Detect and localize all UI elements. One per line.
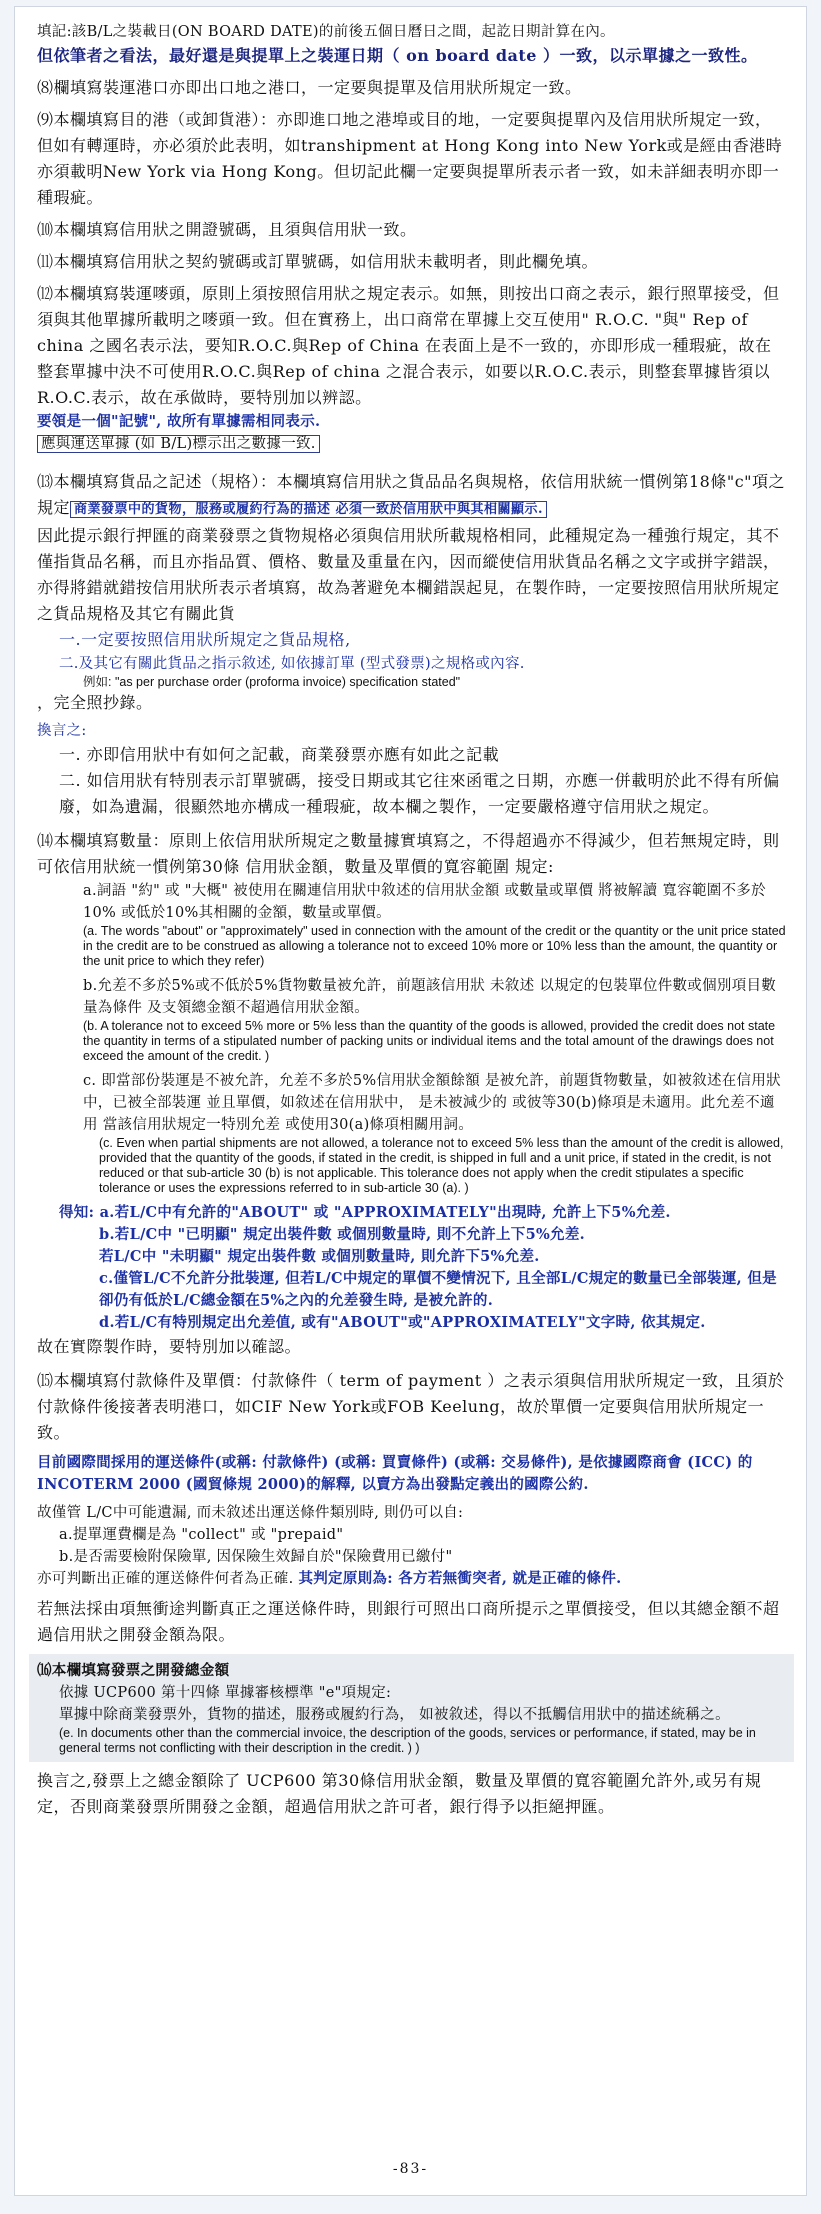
section-13-rule-quote: 商業發票中的貨物，服務或履約行為的描述 必須一致於信用狀中與其相關顯示. [70,501,547,518]
page-number: -83- [392,2161,429,2177]
section-14-end: 故在實際製作時，要特別加以確認。 [37,1337,302,1356]
section-13-list-1: 一.一定要按照信用狀所規定之貨品規格, [59,630,351,649]
section-15-principle: 其判定原則為: 各方若無衝突者, 就是正確的條件. [298,1570,622,1587]
section-13-list-2: 二.及其它有關此貨品之指示敘述, 如依據訂單 (型式發票)之規格或內容. [59,656,525,672]
section-13-heading: 換言之: [37,723,87,739]
section-16: ⒃本欄填寫發票之開發總金額 [37,1662,230,1679]
section-14-a-english: (a. The words "about" or "approximately" used in connection with the amount of the credit or the quantity or the unit price stated in the credit are to be construed as allowing a tolerance not to exceed 10% more or 10% less than the amount, the quantity or the unit price to which they refer) [83,924,786,968]
section-14-b: b.允差不多於5%或不低於5%貨物數量被允許，前題該信用狀 未敘述 以規定的包裝單位件數或個別項目數量為條件 及支領總金額不超過信用狀金額。 [83,978,777,1016]
section-14: ⒁本欄填寫數量：原則上依信用狀所規定之數量據實填寫之，不得超過亦不得減少，但若無規定時，則可依信用狀統一慣例第30條 信用狀金額，數量及單價的寬容範圍 規定: [37,831,780,876]
section-15-end: 若無法採由項無衝途判斷真正之運送條件時，則銀行可照出口商所提示之單價接受，但以其總金額不超過信用狀之開發金額為限。 [37,1599,780,1644]
intro-paragraph-2: 但依筆者之看法，最好還是與提單上之裝運日期（ on board date ）一致，以示單據之一致性。 [37,46,758,65]
section-10: ⑽本欄填寫信用狀之開證號碼，且須與信用狀一致。 [37,220,417,239]
section-8: ⑻欄填寫裝運港口亦即出口地之港口，一定要與提單及信用狀所規定一致。 [37,78,582,97]
intro-paragraph-1: 填記:該B/L之裝載日(ON BOARD DATE)的前後五個日曆日之間，起訖日期計算在內。 [37,24,615,40]
section-15-fallback-a: a.提單運費欄是為 "collect" 或 "prepaid" [59,1527,344,1543]
section-9: ⑼本欄填寫目的港（或卸貨港）：亦即進口地之港埠或目的地，一定要與提單內及信用狀所規定一致，但如有轉運時，亦必須於此表明，如transhipment at Hong Kong into New York或是經由香港時亦須載明New York via Hong Kong。但切記此欄一定要與提單所表示者一致，如未詳細表明亦即一種瑕疵。 [37,110,783,207]
section-16-rule-text: 單據中除商業發票外，貨物的描述，服務或履約行為， 如被敘述，得以不抵觸信用狀中的描述統稱之。 [59,1707,730,1723]
section-15-judgement: 亦可判斷出正確的運送條件何者為正確. [37,1571,294,1587]
section-13 [37,469,786,523]
section-14-b-english: (b. A tolerance not to exceed 5% more or 5% less than the quantity of the goods is allowed, provided the credit does not state the quantity in terms of a stipulated number of packing units or individual items and the total amount of the drawings does not exceed the amount of the credit. ) [83,1019,776,1063]
document-page [14,6,807,2196]
section-14-conclusion-b2: 若L/C中 "未明顯" 規定出裝件數 或個別數量時, 則允許下5%允差. [99,1248,540,1265]
section-11: ⑾本欄填寫信用狀之契約號碼或訂單號碼，如信用狀未載明者，則此欄免填。 [37,252,599,271]
section-15: ⒂本欄填寫付款條件及單價：付款條件（ term of payment ）之表示須與信用狀所規定一致，且須於付款條件後接著表明港口，如CIF New York或FOB Keelung，故於單價一定要與信用狀所規定一致。 [37,1371,785,1442]
section-16-ucp-rule: 依據 UCP600 第十四條 單據審核標準 "e"項規定: [59,1685,392,1701]
section-14-conclusion-a: 得知: a.若L/C中有允許的"ABOUT" 或 "APPROXIMATELY"出現時, 允許上下5%允差. [59,1204,671,1221]
section-15-fallback-b: b.是否需要檢附保險單, 因保險生效歸自於"保險費用已繳付" [59,1549,453,1565]
section-14-a: a.詞語 "約" 或 "大概" 被使用在關連信用狀中敘述的信用狀金額 或數量或單價 將被解讀 寬容範圍不多於10% 或低於10%其相關的金額，數量或單價。 [83,883,766,921]
section-13-point-1: 一. 亦即信用狀中有如何之記載，商業發票亦應有如此之記載 [59,745,500,764]
section-12: ⑿本欄填寫裝運嘜頭，原則上須按照信用狀之規定表示。如無，則按出口商之表示，銀行照單接受，但須與其他單據所載明之嘜頭一致。但在實務上，出口商常在單據上交互使用" R.O.C. "與" Rep of china 之國名表示法，要知R.O.C.與Rep of China 在表面上是不一致的，亦即形成一種瑕疵，故在整套單據中決不可使用R.O.C.與Rep of china 之混合表示，如要以R.O.C.表示，則整套單據皆須以R.O.C.表示，故在承做時，要特別加以辨認。 [37,284,780,407]
section-15-fallback: 故僅管 L/C中可能遺漏, 而未敘述出運送條件類別時, 則仍可以自: [37,1505,464,1521]
section-14-c: c. 即當部份裝運是不被允許，允差不多於5%信用狀金額餘額 是被允許，前題貨物數量，如被敘述在信用狀中，已被全部裝運 並且單價，如敘述在信用狀中， 是未被減少的 或彼等30(b)條項是未適用。此允差不適用 當該信用狀規定一特別允差 或使用30(a)條項相關用詞。 [83,1073,781,1133]
section-16-block [29,1654,794,1762]
section-14-c-english: (c. Even when partial shipments are not allowed, a tolerance not to exceed 5% less than the amount of the credit is allowed, provided that the quantity of the goods, if stated in the credit, is shipped in full and a unit price, if stated in the credit, is not reduced or that sub-article 30 (b) is not applicable. This tolerance does not apply when the credit stipulates a specific tolerance or uses the expressions referred to in sub-article 30 (a). ) [99,1136,784,1195]
section-14-conclusion-d: d.若L/C有特別規定出允差值, 或有"ABOUT"或"APPROXIMATELY"文字時, 依其規定. [99,1314,706,1331]
section-13-full-copy: ，完全照抄錄。 [37,693,153,712]
section-16-english: (e. In documents other than the commercial invoice, the description of the goods, services or performance, if stated, may be in general terms not conflicting with their description in the credit. ) ) [59,1726,756,1755]
section-12-note-1: 要領是一個"記號", 故所有單據需相同表示. [37,413,321,430]
section-13-lead: ⒀本欄填寫貨品之記述（規格）：本欄填寫信用狀之貨品品名與規格，依信用狀統一慣例第18條"c"項之規定 [37,472,786,517]
section-14-conclusion-b1: b.若L/C中 "已明顯" 規定出裝件數 或個別數量時, 則不允許上下5%允差. [99,1226,585,1243]
section-14-conclusion-c: c.僅管L/C不允許分批裝運, 但若L/C中規定的單價不變情況下, 且全部L/C規定的數量已全部裝運, 但是卻仍有低於L/C總金額在5%之內的允差發生時, 是被允許的. [99,1270,777,1309]
section-15-incoterms: 目前國際間採用的運送條件(或稱: 付款條件) (或稱: 買賣條件) (或稱: 交易條件), 是依據國際商會 (ICC) 的INCOTERM 2000 (國貿條規 2000)的解釋, 以賣方為出發點定義出的國際公約. [37,1454,753,1493]
section-12-note-2: 應與運送單據 (如 B/L)標示出之數據一致. [37,435,320,453]
section-13-body: 因此提示銀行押匯的商業發票之貨物規格必須與信用狀所載規格相同，此種規定為一種強行規定，其不僅指貨品名稱，而且亦指品質、價格、數量及重量在內，因而縱使信用狀貨品名稱之文字或拼字錯誤，亦得將錯就錯按信用狀所表示者填寫，故為著避免本欄錯誤起見，在製作時，一定要按照信用狀所規定之貨品規格及其它有關此貨 [37,526,780,623]
section-13-point-2: 二. 如信用狀有特別表示訂單號碼，接受日期或其它往來函電之日期，亦應一併載明於此不得有所偏廢，如為遺漏，很顯然地亦構成一種瑕疵，故本欄之製作，一定要嚴格遵守信用狀之規定。 [59,771,780,816]
section-16-end: 換言之,發票上之總金額除了 UCP600 第30條信用狀金額，數量及單價的寬容範圍允許外,或另有規定，否則商業發票所開發之金額，超過信用狀之許可者，銀行得予以拒絕押匯。 [37,1771,762,1816]
section-13-example: 例如: "as per purchase order (proforma invoice) specification stated" [83,675,461,689]
